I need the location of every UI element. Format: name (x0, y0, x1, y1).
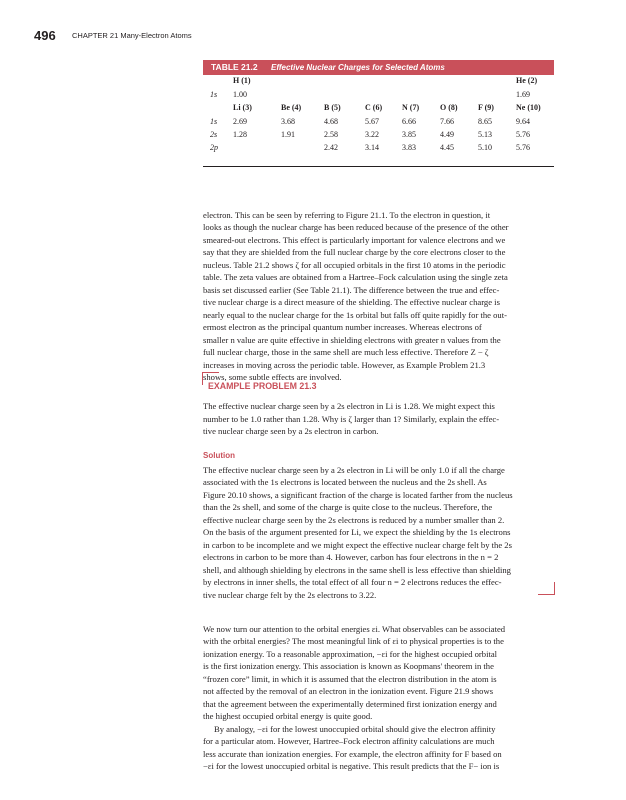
table-title-bar (203, 60, 554, 75)
example-bracket-bottom (538, 582, 555, 595)
effective-charge-table (203, 75, 554, 167)
paragraph-line: the highest occupied orbital energy is quite good. (203, 711, 373, 721)
table-cell: 2.42 (324, 143, 338, 152)
orbital-label: 1s (210, 117, 218, 126)
orbital-label: 1s (210, 90, 218, 99)
paragraph-line: increases in moving across the periodic table. However, as Example Problem 21.3 (203, 360, 486, 370)
table-header: H (1) (233, 76, 251, 85)
table-cell: 3.83 (402, 143, 416, 152)
paragraph-line: nearly equal to the nuclear charge for the 1s orbital but falls off quite rapidly for the out- (203, 310, 507, 320)
orbital-label: 2s (210, 130, 218, 139)
paragraph-line: that the agreement between the experimentally determined first ionization energy and (203, 699, 497, 709)
chapter-title: CHAPTER 21 Many-Electron Atoms (72, 31, 192, 40)
example-text-line: The effective nuclear charge seen by a 2s electron in Li is 1.28. We might expect this (203, 401, 495, 411)
paragraph-line: not affected by the removal of an electron in the ionization event. Figure 21.9 shows (203, 686, 494, 696)
solution-text-line: associated with the 1s electrons is located between the nucleus and the 2s shell. As (203, 477, 487, 487)
table-cell: 5.10 (478, 143, 492, 152)
table-cell: 8.65 (478, 117, 492, 126)
table-cell: 5.13 (478, 130, 492, 139)
table-cell: 4.49 (440, 130, 454, 139)
paragraph-line: shows, some subtle effects are involved. (203, 372, 342, 382)
paragraph-line: full nuclear charge, those in the same shell are much less effective. Therefore Z − ζ (203, 347, 489, 357)
paragraph-line: smaller n value are quite effective in shielding electrons with greater n values from the (203, 335, 501, 345)
table-cell: 2.58 (324, 130, 338, 139)
table-cell: 2.69 (233, 117, 247, 126)
paragraph-line: −εi for the lowest unoccupied orbital is negative. This result predicts that the F− ion is (203, 761, 500, 771)
table-cell: 4.45 (440, 143, 454, 152)
paragraph-line: for a particular atom. However, Hartree–Fock electron affinity calculations are much (203, 736, 495, 746)
paragraph-line: less accurate than ionization energies. For example, the electron affinity for F based on (203, 749, 502, 759)
table-cell: 3.68 (281, 117, 295, 126)
paragraph-line: table. The zeta values are obtained from a Hartree–Fock calculation using the single zeta (203, 272, 508, 282)
table-header: F (9) (478, 103, 494, 112)
solution-text-line: Figure 20.10 shows, a significant fraction of the charge is located farther from the nucleus (203, 490, 513, 500)
table-cell: 6.66 (402, 117, 416, 126)
paragraph-line: We now turn our attention to the orbital energies εi. What observables can be associated (203, 624, 506, 634)
table-cell: 3.22 (365, 130, 379, 139)
solution-text-line: in carbon to be incomplete and we might expect the effective nuclear charge felt by the 2s (203, 540, 512, 550)
solution-text-line: shell, and although shielding by electrons in the same shell is less effective than shielding (203, 565, 511, 575)
orbital-label: 2p (210, 143, 218, 152)
table-cell: 1.69 (516, 90, 530, 99)
table-cell: 5.76 (516, 130, 530, 139)
table-cell: 1.91 (281, 130, 295, 139)
solution-text-line: than the 2s shell, and some of the charge is quite close to the nucleus. Therefore, the (203, 502, 493, 512)
table-cell: 4.68 (324, 117, 338, 126)
table-header: C (6) (365, 103, 383, 112)
solution-title: Solution (203, 451, 235, 460)
paragraph-line: “frozen core” limit, in which it is assumed that the electron distribution in the atom is (203, 674, 497, 684)
paragraph-line: with the orbital energies? The most meaningful link of εi to physical properties is to the (203, 636, 504, 646)
table-label: TABLE 21.2 (211, 62, 258, 72)
paragraph-line: electron. This can be seen by referring to Figure 21.1. To the electron in question, it (203, 210, 491, 220)
table-header: Ne (10) (516, 103, 541, 112)
table-caption: Effective Nuclear Charges for Selected Atoms (270, 63, 445, 72)
solution-text-line: On the basis of the argument presented for Li, we expect the shielding by the 1s electrons (203, 527, 511, 537)
paragraph-line: looks as though the nuclear charge has been reduced because of the presence of the other (203, 222, 509, 232)
table-header: Be (4) (281, 103, 302, 112)
table-cell: 1.00 (233, 90, 247, 99)
solution-text-line: effective nuclear charge seen by the 2s electrons is reduced by a number smaller than 2. (203, 515, 505, 525)
table-cell: 5.67 (365, 117, 379, 126)
page-number: 496 (34, 28, 56, 43)
table-cell: 7.66 (440, 117, 454, 126)
paragraph-line: By analogy, −εi for the lowest unoccupied orbital should give the electron affinity (214, 724, 496, 734)
paragraph-line: basis set discussed earlier (See Table 21.1). The difference between the true and effec- (203, 285, 500, 295)
table-header: N (7) (402, 103, 420, 112)
table-cell: 3.14 (365, 143, 379, 152)
paragraph-line: ermost electron as the principal quantum number increases. Whereas electrons of (203, 322, 482, 332)
table-cell: 1.28 (233, 130, 247, 139)
example-text-line: number to be 1.0 rather than 1.28. Why is ζ larger than 1? Similarly, explain the effec- (203, 414, 500, 424)
table-cell: 3.85 (402, 130, 416, 139)
solution-text-line: tive nuclear charge felt by the 2s electrons to 3.22. (203, 590, 377, 600)
example-title: EXAMPLE PROBLEM 21.3 (208, 381, 317, 391)
paragraph-line: ionization energy. To a reasonable approximation, −εi for the highest occupied orbital (203, 649, 498, 659)
solution-text-line: by electrons in inner shells, the total effect of all four n = 2 electrons reduces the effec- (203, 577, 502, 587)
table-header: Li (3) (233, 103, 252, 112)
paragraph-line: smeared-out electrons. This effect is particularly important for valence electrons and we (203, 235, 506, 245)
paragraph-line: tive nuclear charge is a direct measure of the shielding. The effective nuclear charge is (203, 297, 500, 307)
table-header: B (5) (324, 103, 341, 112)
table-header: He (2) (516, 76, 538, 85)
solution-text-line: electrons in carbon to be more than 4. However, carbon has four electrons in the n = 2 (203, 552, 499, 562)
paragraph-line: say that they are shielded from the full nuclear charge by the core electrons closer to the (203, 247, 506, 257)
table-cell: 9.64 (516, 117, 530, 126)
paragraph-line: is the first ionization energy. This association is known as Koopmans' theorem in the (203, 661, 494, 671)
example-text-line: tive nuclear charge seen by a 2s electron in carbon. (203, 426, 379, 436)
paragraph-line: nucleus. Table 21.2 shows ζ for all occupied orbitals in the first 10 atoms in the periodic (203, 260, 506, 270)
table-cell: 5.76 (516, 143, 530, 152)
solution-text-line: The effective nuclear charge seen by a 2s electron in Li will be only 1.0 if all the charge (203, 465, 505, 475)
table-header: O (8) (440, 103, 458, 112)
